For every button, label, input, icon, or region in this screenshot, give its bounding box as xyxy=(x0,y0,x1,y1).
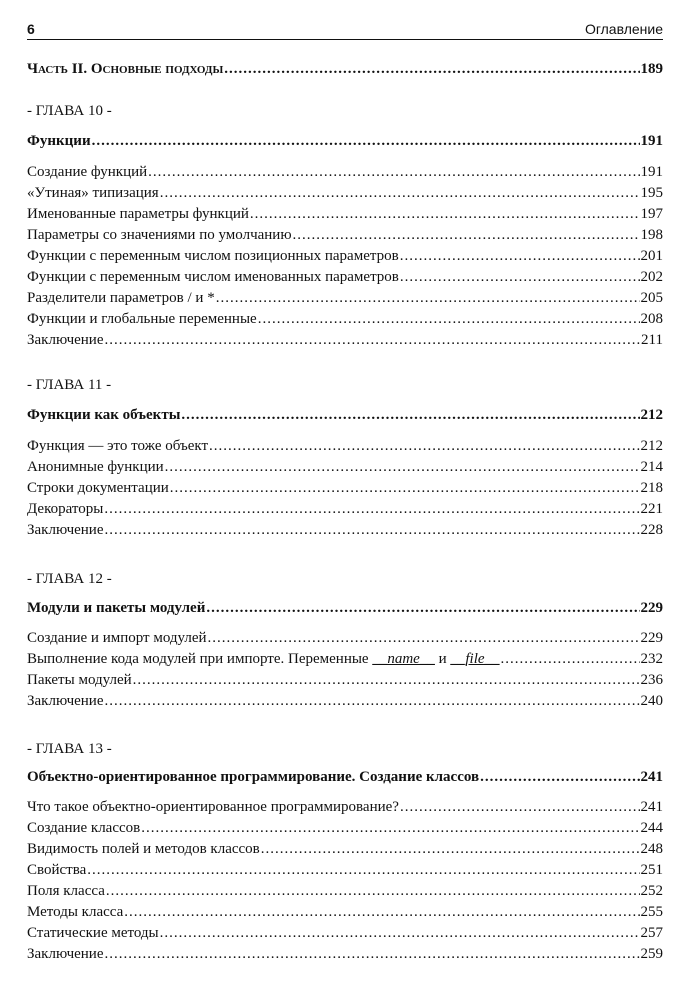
dot-leader xyxy=(181,405,639,425)
entry-title: Декораторы xyxy=(27,501,104,517)
chapter-title: Функции как объекты xyxy=(27,407,181,423)
dot-leader xyxy=(105,520,640,540)
entry-page: 191 xyxy=(640,164,663,180)
dot-leader xyxy=(501,649,640,669)
dot-leader xyxy=(480,767,639,787)
toc-entry[interactable] xyxy=(27,881,663,901)
entry-title: Создание функций xyxy=(27,164,148,180)
toc-entry[interactable] xyxy=(27,649,663,669)
entry-page: 195 xyxy=(640,185,663,201)
dot-leader xyxy=(104,499,639,519)
chapter-page: 229 xyxy=(640,600,663,616)
toc-entry[interactable] xyxy=(27,797,663,817)
entry-title: Функция — это тоже объект xyxy=(27,438,209,454)
entry-page: 205 xyxy=(640,290,663,306)
entry-page: 252 xyxy=(640,883,663,899)
entry-title: Что такое объектно-ориентированное программирование? xyxy=(27,799,399,815)
toc-entry[interactable] xyxy=(27,860,663,880)
entry-page: 201 xyxy=(640,248,663,264)
entry-title: Заключение xyxy=(27,522,104,538)
dot-leader xyxy=(250,204,640,224)
toc-chapter-entry[interactable] xyxy=(27,131,663,151)
toc-entry[interactable] xyxy=(27,478,663,498)
entry-page: 248 xyxy=(640,841,663,857)
dot-leader xyxy=(170,478,640,498)
dot-leader xyxy=(216,288,640,308)
entry-page: 212 xyxy=(640,438,663,454)
chapter-page: 212 xyxy=(640,407,663,423)
toc-entry[interactable] xyxy=(27,183,663,203)
toc-entry[interactable] xyxy=(27,628,663,648)
dot-leader xyxy=(206,598,639,618)
entry-title: Статические методы xyxy=(27,925,159,941)
entry-title: Параметры со значениями по умолчанию xyxy=(27,227,292,243)
entry-title: Свойства xyxy=(27,862,87,878)
dot-leader xyxy=(400,246,640,266)
entry-page: 218 xyxy=(640,480,663,496)
dot-leader xyxy=(400,267,640,287)
name-variable: __name__ xyxy=(372,651,435,667)
toc-entry[interactable] xyxy=(27,944,663,964)
toc-entry[interactable] xyxy=(27,246,663,266)
running-title: Оглавление xyxy=(584,21,663,37)
dot-leader xyxy=(105,691,640,711)
toc-entry[interactable] xyxy=(27,818,663,838)
entry-title: Пакеты модулей xyxy=(27,672,132,688)
toc-entry[interactable] xyxy=(27,839,663,859)
toc-entry[interactable] xyxy=(27,670,663,690)
toc-entry[interactable] xyxy=(27,499,663,519)
entry-page: 208 xyxy=(640,311,663,327)
dot-leader xyxy=(92,131,640,151)
dot-leader xyxy=(293,225,640,245)
toc-entry[interactable] xyxy=(27,162,663,182)
toc-entry[interactable] xyxy=(27,267,663,287)
toc-entry[interactable] xyxy=(27,457,663,477)
chapter-title: Функции xyxy=(27,133,91,149)
dot-leader xyxy=(400,797,640,817)
toc-entry[interactable] xyxy=(27,436,663,456)
chapter-label: - ГЛАВА 13 - xyxy=(27,741,112,757)
dot-leader xyxy=(124,902,639,922)
dot-leader xyxy=(209,436,639,456)
file-variable: __file__ xyxy=(450,651,500,667)
entry-page: 221 xyxy=(640,501,663,517)
toc-entry[interactable] xyxy=(27,923,663,943)
entry-page: 228 xyxy=(640,522,663,538)
dot-leader xyxy=(160,183,640,203)
entry-title: Видимость полей и методов классов xyxy=(27,841,260,857)
entry-title: Методы класса xyxy=(27,904,124,920)
entry-page: 251 xyxy=(640,862,663,878)
dot-leader xyxy=(106,881,640,901)
dot-leader xyxy=(148,162,639,182)
chapter-label: - ГЛАВА 12 - xyxy=(27,571,112,587)
chapter-label: - ГЛАВА 11 - xyxy=(27,377,112,393)
dot-leader xyxy=(160,923,640,943)
toc-chapter-entry[interactable] xyxy=(27,598,663,618)
toc-entry[interactable] xyxy=(27,520,663,540)
entry-title: Функции с переменным числом позиционных параметров xyxy=(27,248,399,264)
dot-leader xyxy=(258,309,640,329)
entry-title: Анонимные функции xyxy=(27,459,164,475)
entry-title: Создание классов xyxy=(27,820,141,836)
toc-entry[interactable] xyxy=(27,330,663,350)
entry-title: Именованные параметры функций xyxy=(27,206,249,222)
entry-title: Заключение xyxy=(27,693,104,709)
page-number: 6 xyxy=(27,21,35,37)
entry-page: 198 xyxy=(640,227,663,243)
entry-page: 214 xyxy=(640,459,663,475)
page-header xyxy=(27,21,663,40)
entry-page: 211 xyxy=(641,332,663,348)
toc-chapter-entry[interactable] xyxy=(27,405,663,425)
dot-leader xyxy=(87,860,639,880)
entry-title: Разделители параметров / и * xyxy=(27,290,215,306)
dot-leader xyxy=(261,839,640,859)
entry-page: 202 xyxy=(640,269,663,285)
entry-page: 236 xyxy=(640,672,663,688)
entry-page: 259 xyxy=(640,946,663,962)
entry-title-conjunction: и xyxy=(434,651,451,667)
entry-page: 257 xyxy=(640,925,663,941)
dot-leader xyxy=(165,457,640,477)
entry-title: Функции и глобальные переменные xyxy=(27,311,257,327)
entry-title: Заключение xyxy=(27,332,104,348)
chapter-label: - ГЛАВА 10 - xyxy=(27,103,112,119)
dot-leader xyxy=(105,330,641,350)
chapter-page: 191 xyxy=(640,133,663,149)
chapter-title: Модули и пакеты модулей xyxy=(27,600,206,616)
entry-page: 240 xyxy=(640,693,663,709)
toc-entry[interactable] xyxy=(27,691,663,711)
chapter-title: Объектно-ориентированное программирование. Создание классов xyxy=(27,769,480,785)
part-page: 189 xyxy=(640,61,663,77)
chapter-page: 241 xyxy=(640,769,663,785)
entry-page: 255 xyxy=(640,904,663,920)
entry-title-prefix: Выполнение кода модулей при импорте. Переменные xyxy=(27,651,373,667)
dot-leader xyxy=(141,818,639,838)
entry-title: Поля класса xyxy=(27,883,105,899)
toc-entry[interactable] xyxy=(27,309,663,329)
entry-title: Функции с переменным числом именованных параметров xyxy=(27,269,399,285)
toc-entry[interactable] xyxy=(27,902,663,922)
entry-page: 241 xyxy=(640,799,663,815)
entry-page: 244 xyxy=(640,820,663,836)
entry-title: Заключение xyxy=(27,946,104,962)
entry-title xyxy=(27,649,500,669)
toc-chapter-entry[interactable] xyxy=(27,767,663,787)
toc-part-entry[interactable] xyxy=(27,59,663,79)
entry-page: 197 xyxy=(640,206,663,222)
entry-page: 232 xyxy=(640,651,663,667)
toc-entry[interactable] xyxy=(27,225,663,245)
dot-leader xyxy=(208,628,640,648)
entry-title: Создание и импорт модулей xyxy=(27,630,207,646)
entry-title: «Утиная» типизация xyxy=(27,185,159,201)
dot-leader xyxy=(224,59,639,79)
toc-entry[interactable] xyxy=(27,288,663,308)
toc-entry[interactable] xyxy=(27,204,663,224)
entry-page: 229 xyxy=(640,630,663,646)
entry-title: Строки документации xyxy=(27,480,169,496)
part-title: Часть II. Основные подходы xyxy=(27,61,224,77)
dot-leader xyxy=(133,670,640,690)
dot-leader xyxy=(105,944,640,964)
